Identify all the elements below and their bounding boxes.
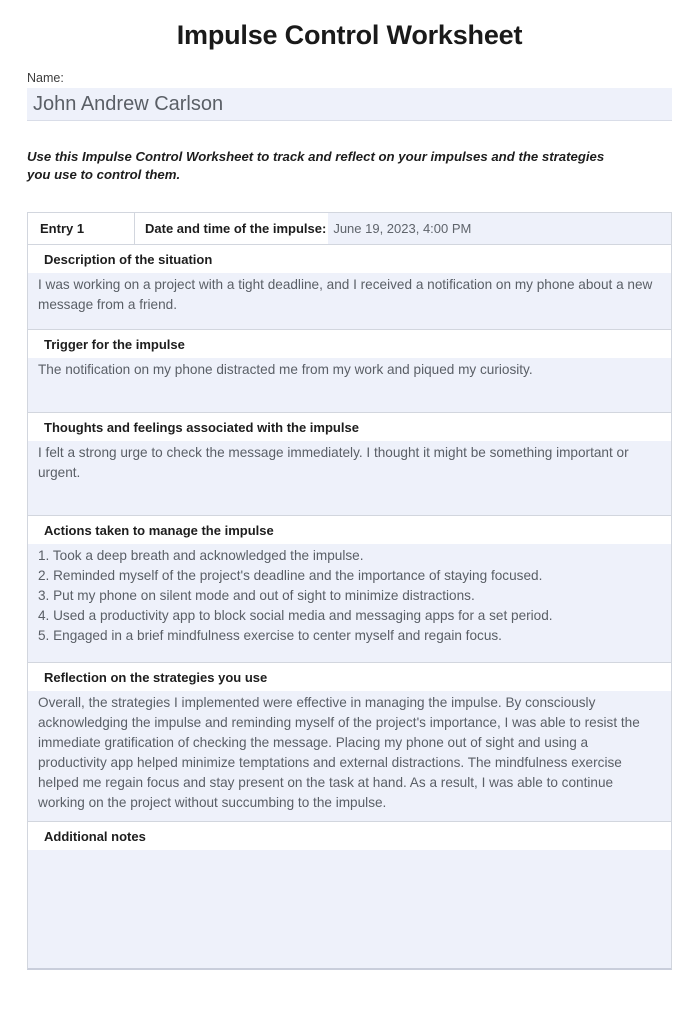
section-label: Additional notes [28,822,671,850]
section-text: I felt a strong urge to check the message immediately. I thought it might be something important or urgent. [38,445,629,480]
entry-date-cell [135,213,671,244]
section-additional-notes [28,822,671,968]
section-text: The notification on my phone distracted me from my work and piqued my curiosity. [38,362,533,377]
entry-table [27,212,672,970]
name-input-value: John Andrew Carlson [33,93,224,115]
section-body[interactable] [28,544,671,662]
name-field-label: Name: [27,71,64,85]
section-label: Thoughts and feelings associated with the impulse [28,413,671,441]
entry-header-row [28,213,671,245]
page-title: Impulse Control Worksheet [176,20,523,50]
section-trigger [28,330,671,413]
section-body[interactable] [28,273,671,329]
section-reflection [28,663,671,822]
section-label: Description of the situation [28,245,671,273]
section-label: Trigger for the impulse [28,330,671,358]
actions-list [38,546,659,646]
list-item: 1. Took a deep breath and acknowledged the impulse. [38,548,364,563]
list-item: 3. Put my phone on silent mode and out of sight to minimize distractions. [38,588,475,603]
section-description [28,245,671,330]
section-body[interactable] [28,358,671,412]
date-value[interactable]: June 19, 2023, 4:00 PM [328,213,671,244]
section-actions-taken [28,516,671,663]
section-body[interactable] [28,850,671,968]
section-label: Reflection on the strategies you use [28,663,671,691]
name-input[interactable] [27,88,672,121]
section-label: Actions taken to manage the impulse [28,516,671,544]
section-text: I was working on a project with a tight deadline, and I received a notification on my phone about a new message from a friend. [38,277,653,312]
list-item: 4. Used a productivity app to block social media and messaging apps for a set period. [38,608,553,623]
section-body[interactable] [28,441,671,515]
entry-number-cell: Entry 1 [28,213,135,244]
section-text: Overall, the strategies I implemented were effective in managing the impulse. By consciously acknowledging the impulse and reminding myself of the project's importance, I was able to resist the immediate gratification of checking the message. Placing my phone out of sight and using a productivity app helped minimize temptations and external distractions. The mindfulness exercise helped me regain focus and stay present on the task at hand. As a result, I was able to continue working on the project without succumbing to the impulse. [38,695,640,810]
list-item: 2. Reminded myself of the project's deadline and the importance of staying focused. [38,568,543,583]
section-thoughts-feelings [28,413,671,516]
instructions-text: Use this Impulse Control Worksheet to track and reflect on your impulses and the strategies you use to control them. [27,149,605,182]
date-label: Date and time of the impulse: [145,221,327,236]
section-body[interactable] [28,691,671,821]
list-item: 5. Engaged in a brief mindfulness exercise to center myself and regain focus. [38,628,502,643]
